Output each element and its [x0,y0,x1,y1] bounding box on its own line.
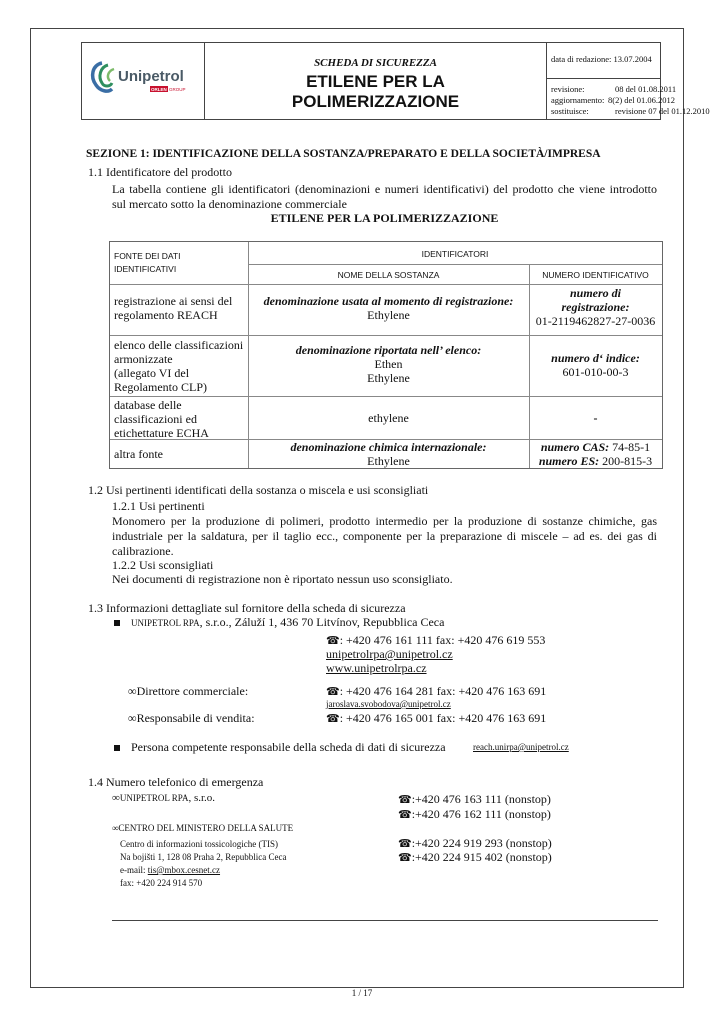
phone-icon: ☎ [398,851,412,864]
phone-icon: ☎ [326,685,340,698]
tis-phone-1: ☎:+420 224 919 293 (nonstop) [398,836,552,850]
subsection-1-3-heading: 1.3 Informazioni dettagliate sul fornitore della scheda di sicurezza [88,601,406,615]
subsection-1-2-1-text: Monomero per la produzione di polimeri, prodotto intermedio per la produzione di sostanze chimiche, gas industriale per la saldatura, per il taglio ecc., componente per la preparazione di miscele – ad es. dei gas di calibrazione. [112,514,657,558]
update-label: aggiornamento: [551,95,605,105]
subsection-1-1-text: La tabella contiene gli identificatori (denominazioni e numeri identificativi) del prodotto che viene introdotto sul mercato sotto la denominazione commerciale [112,182,657,211]
emergency-phone-2: ☎:+420 476 162 111 (nonstop) [398,807,551,821]
title-line-2: POLIMERIZZAZIONE [291,92,460,111]
subsection-1-1-heading: 1.1 Identificatore del prodotto [88,165,232,179]
subsection-1-2-heading: 1.2 Usi pertinenti identificati della sostanza o miscela e usi sconsigliati [88,483,429,497]
table-row-clp-source: elenco delle classificazioni armonizzate (allegato VI del Regolamento CLP) [114,338,244,394]
svg-text:ORLEN: ORLEN [151,87,167,92]
product-name: ETILENE PER LA POLIMERIZZAZIONE [270,211,499,225]
competent-person-line: Persona competente responsabile della scheda di dati di sicurezza [114,740,446,755]
table-row-clp-name: denominazione riportata nell’ elenco: Ethen Ethylene [295,343,482,385]
table-row-reach-source: registrazione ai sensi del regolamento REACH [114,294,233,322]
supplier-line: UNIPETROL RPA, s.r.o., Záluží 1, 436 70 Litvínov, Repubblica Ceca [114,615,444,631]
infinity-bullet-icon: ∞ [128,684,137,698]
document-title [205,72,546,112]
col-number-header: NUMERO IDENTIFICATIVO [542,270,649,280]
logo-cell [82,43,205,119]
director-email[interactable]: jaroslava.svobodova@unipetrol.cz [326,699,451,709]
revision-cell [547,43,710,119]
competent-person-email[interactable]: reach.unirpa@unipetrol.cz [473,742,569,752]
table-row-clp-number: numero d‘ indice: 601-010-00-3 [551,351,640,379]
phone-icon: ☎ [326,712,340,725]
director-label: ∞Direttore commerciale: [128,684,249,698]
tis-email[interactable]: tis@mbox.cesnet.cz [147,865,221,875]
tis-contact-block: Centro di informazioni tossicologiche (TIS) Na bojišti 1, 128 08 Praha 2, Repubblica Ceca e-mail: tis@mbox.cesnet.cz fax: +420 224 914 570 [120,839,287,888]
redaction-info: data di redazione: 13.07.2004 [551,54,652,64]
svg-text:GROUP: GROUP [169,87,186,92]
table-row-reach-number: numero di registrazione: 01-2119462827-27-0036 [535,286,656,328]
subsection-1-2-2-text: Nei documenti di registrazione non è riportato nessun uso sconsigliato. [112,572,453,586]
supplier-website[interactable]: www.unipetrolrpa.cz [326,661,427,675]
document-header [81,42,710,120]
revision-label: revisione: [551,84,585,94]
infinity-bullet-icon: ∞ [112,823,119,833]
sales-phone: ☎: +420 476 165 001 fax: +420 476 163 691 [326,711,547,725]
table-row-other-number: numero CAS: 74-85-1 numero ES: 200-815-3 [538,440,653,468]
table-row-other-source: altra fonte [114,447,163,461]
page-number: 1 / 17 [351,988,373,998]
replaces-label: sostituisce: [551,106,589,116]
table-row-reach-name: denominazione usata al momento di registrazione: Ethylene [263,294,514,322]
revision-value: 08 del 01.08.2011 [615,84,677,94]
table-row-echa-name: ethylene [368,411,409,425]
table-row-other-name: denominazione chimica internazionale: Ethylene [290,440,487,468]
infinity-bullet-icon: ∞ [112,792,120,804]
tis-phone-2: ☎:+420 224 915 402 (nonstop) [398,850,552,864]
identifier-table [109,241,663,469]
phone-icon: ☎ [398,793,412,806]
document-type: SCHEDA DI SICUREZZA [314,57,437,69]
emergency-phone-1: ☎:+420 476 163 111 (nonstop) [398,792,551,806]
supplier-phone: ☎: +420 476 161 111 fax: +420 476 619 553 [326,633,546,647]
table-row-echa-number: - [593,411,598,425]
sales-label: ∞Responsabile di vendita: [128,711,255,725]
section-1-heading: SEZIONE 1: IDENTIFICAZIONE DELLA SOSTANZA/PREPARATO E DELLA SOCIETÀ/IMPRESA [86,148,601,160]
subsection-1-4-heading: 1.4 Numero telefonico di emergenza [88,775,264,789]
infinity-bullet-icon: ∞ [128,711,137,725]
logo-text: Unipetrol [118,68,184,85]
col-source-header: FONTE DEI DATI IDENTIFICATIVI [114,251,181,274]
emergency-unipetrol: ∞UNIPETROL RPA, s.r.o. [112,792,216,804]
supplier-email[interactable]: unipetrolrpa@unipetrol.cz [326,647,453,661]
phone-icon: ☎ [398,808,412,821]
director-phone: ☎: +420 476 164 281 fax: +420 476 163 691 [326,684,547,698]
col-identifiers-header: IDENTIFICATORI [421,249,489,259]
replaces-value: revisione 07 del 01.12.2010 [615,106,710,116]
phone-icon: ☎ [398,837,412,850]
col-name-header: NOME DELLA SOSTANZA [337,270,440,280]
update-value: 8(2) del 01.06.2012 [608,95,676,105]
phone-icon: ☎ [326,634,340,647]
subsection-1-2-2-heading: 1.2.2 Usi sconsigliati [112,558,214,572]
unipetrol-logo [88,59,200,99]
ministry-label: ∞CENTRO DEL MINISTERO DELLA SALUTE [112,823,294,833]
footer-divider [112,920,658,921]
subsection-1-2-1-heading: 1.2.1 Usi pertinenti [112,499,205,513]
title-line-1: ETILENE PER LA [306,72,445,91]
square-bullet-icon [114,620,120,626]
square-bullet-icon [114,745,120,751]
table-row-echa-source: database delle classificazioni ed etichettature ECHA [114,398,209,440]
title-cell [205,43,547,119]
